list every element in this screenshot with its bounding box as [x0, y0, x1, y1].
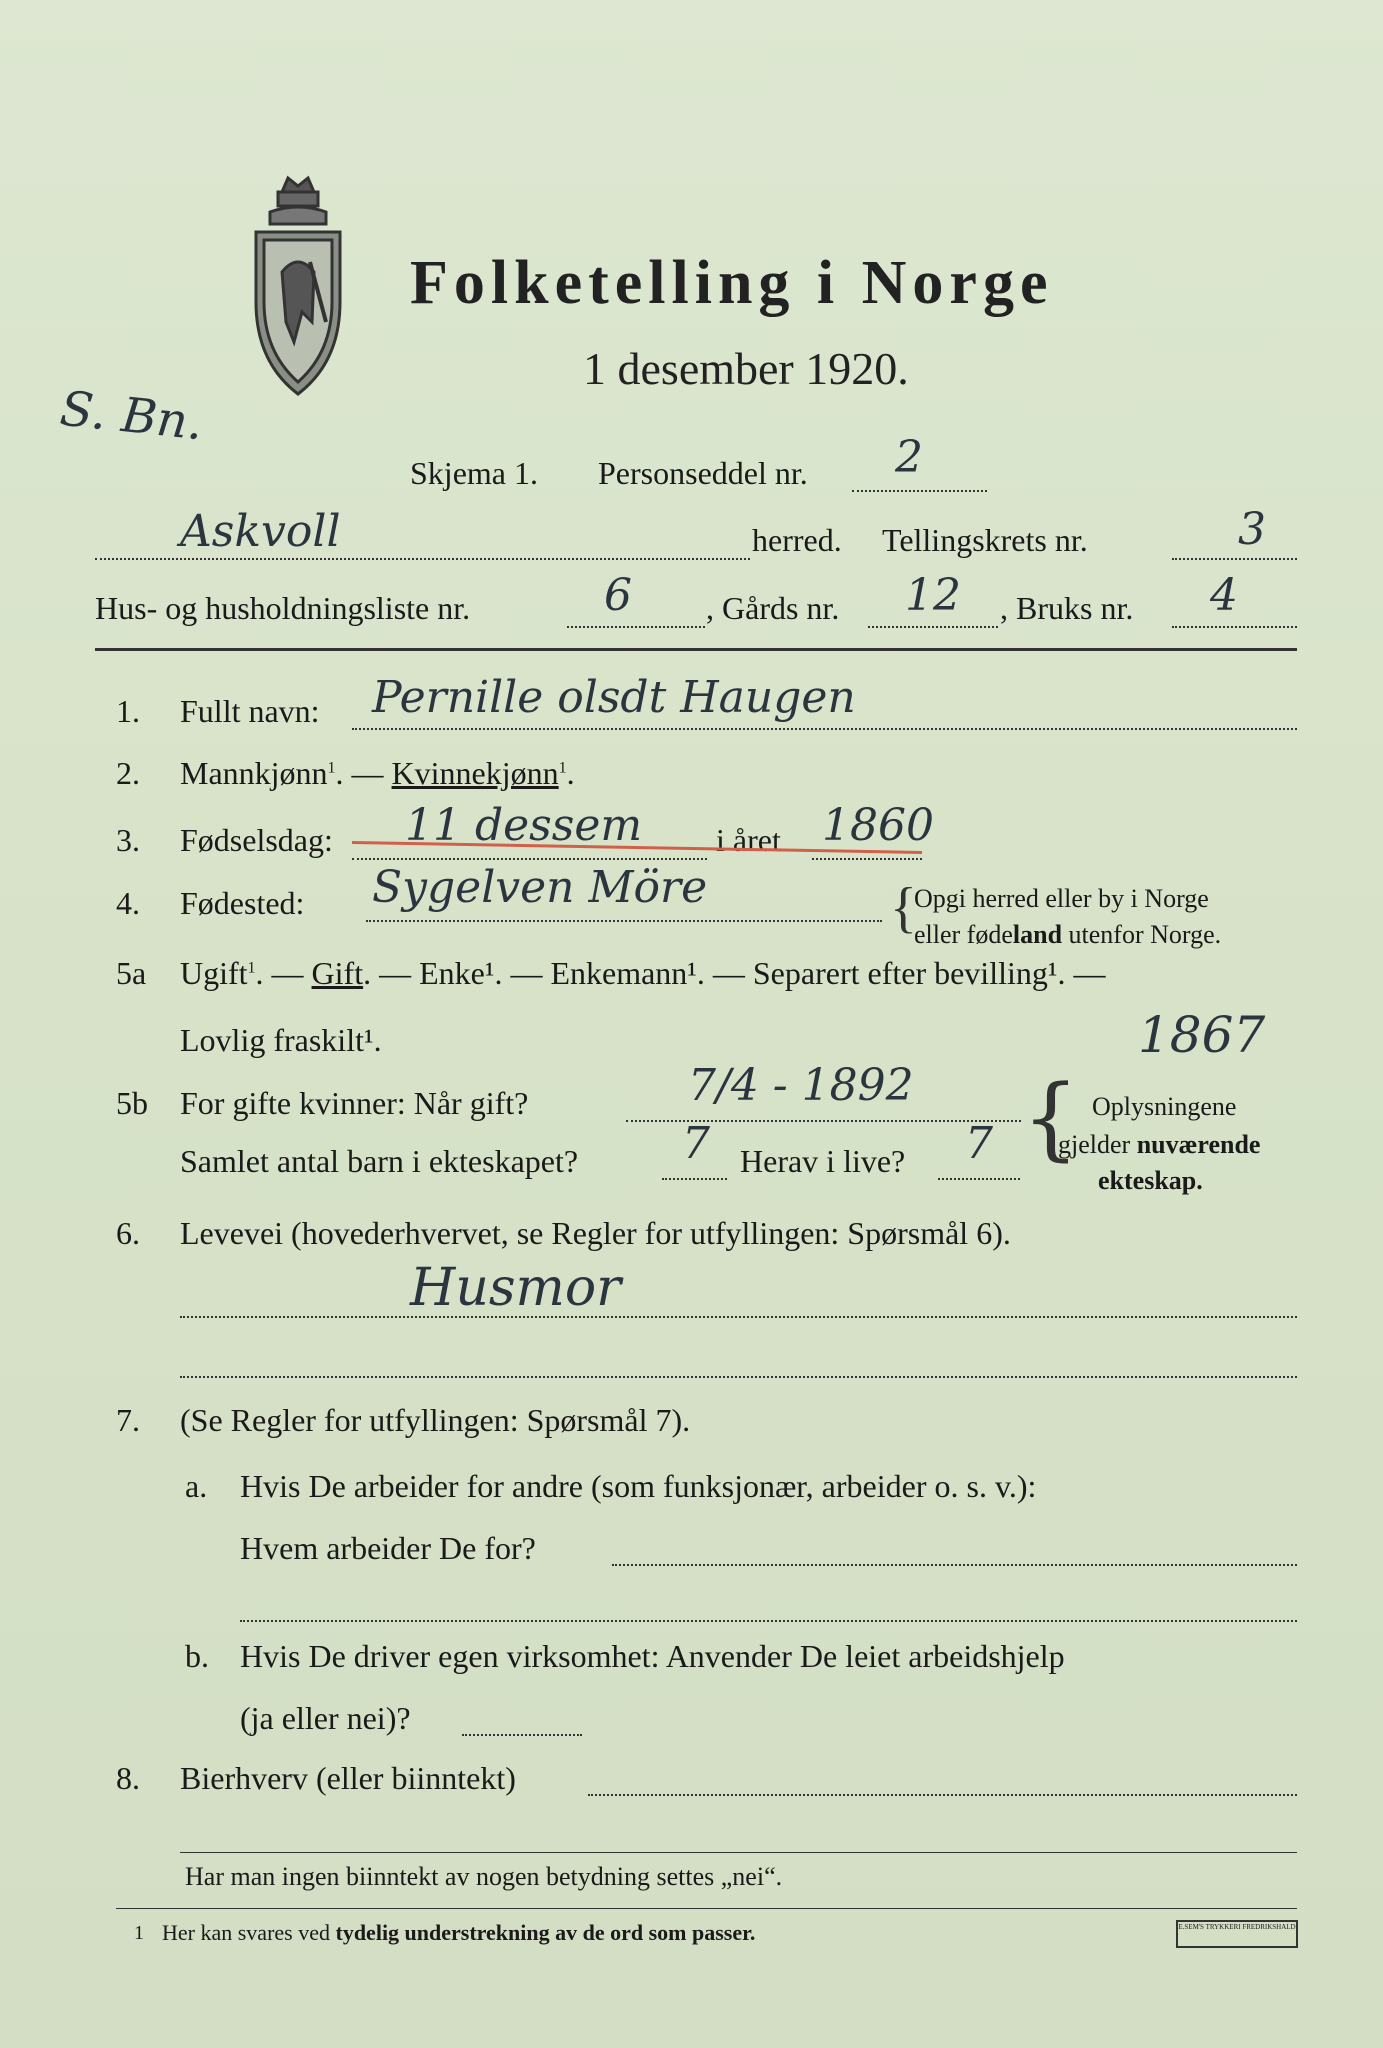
gards-label: , Gårds nr. — [706, 590, 840, 626]
q5b-children-line — [662, 1178, 727, 1180]
q5a-ugift-option[interactable]: Ugift — [180, 955, 248, 991]
q5a-gift-option[interactable]: Gift — [311, 955, 364, 991]
tellingskrets-line — [1172, 558, 1297, 560]
q8-line[interactable] — [588, 1794, 1297, 1796]
q3-line — [352, 858, 707, 860]
gards-value[interactable]: 12 — [905, 570, 961, 621]
q3-number: 3. — [116, 822, 140, 858]
q1-number: 1. — [116, 693, 140, 729]
q3-year-line — [812, 858, 922, 860]
q7a-line[interactable] — [612, 1564, 1297, 1566]
form-title: Folketelling i Norge — [410, 249, 1054, 317]
q8-label: Bierhverv (eller biinntekt) — [180, 1760, 516, 1796]
q5b-number: 5b — [116, 1085, 148, 1121]
personseddel-value[interactable]: 2 — [895, 432, 923, 483]
q6-number: 6. — [116, 1215, 140, 1251]
q6-line1 — [180, 1316, 1297, 1318]
q3-year-label: i året — [716, 822, 781, 858]
q5b-children-label: Samlet antal barn i ekteskapet? — [180, 1143, 579, 1179]
q5b-alive-label: Herav i live? — [740, 1143, 906, 1179]
q4-label: Fødested: — [180, 885, 305, 921]
q6-label: Levevei (hovederhvervet, se Regler for utfyllingen: Spørsmål 6). — [180, 1215, 1011, 1251]
footer-note: Har man ingen biinntekt av nogen betydning settes „nei“. — [185, 1862, 783, 1891]
q4-line — [366, 920, 882, 922]
q7b-label: Hvis De driver egen virksomhet: Anvender De leiet arbeidshjelp — [240, 1638, 1065, 1674]
coat-of-arms-icon — [242, 172, 354, 400]
personseddel-line — [852, 490, 987, 492]
q4-brace: { — [890, 877, 917, 939]
q7a-label: Hvis De arbeider for andre (som funksjonær, arbeider o. s. v.): — [240, 1468, 1037, 1504]
schema-label: Skjema 1. — [410, 455, 538, 491]
q5a-options: Ugift$^1$. — Gift. — Enke¹. — Enkemann¹. — Separert efter bevilling¹. — — [180, 955, 1106, 991]
footnote-text: Her kan svares ved tydelig understrekning av de ord som passer. — [162, 1920, 756, 1945]
header-rule — [95, 648, 1297, 651]
husliste-line — [567, 626, 705, 628]
q7b-line[interactable] — [462, 1734, 582, 1736]
q5b-note-line1: Oplysningene — [1092, 1092, 1237, 1121]
q5b-note-line2: gjelder nuværende — [1058, 1130, 1261, 1159]
q1-full-name-value[interactable]: Pernille olsdt Haugen — [372, 672, 856, 723]
q5b-married-value[interactable]: 7/4 - 1892 — [688, 1060, 914, 1111]
q2-mann-option[interactable]: Mannkjønn — [180, 755, 328, 791]
q5b-children-value[interactable]: 7 — [682, 1118, 710, 1169]
bruks-line — [1172, 626, 1297, 628]
q7a-number: a. — [185, 1468, 208, 1504]
q5b-brace: { — [1022, 1066, 1080, 1171]
footnote-number: 1 — [134, 1922, 144, 1944]
husliste-value[interactable]: 6 — [604, 570, 632, 621]
q5a-year-note: 1867 — [1138, 1006, 1266, 1064]
q3-year-value[interactable]: 1860 — [822, 800, 934, 851]
bruks-value[interactable]: 4 — [1210, 570, 1238, 621]
footer-rule — [180, 1852, 1297, 1853]
q5b-note-line3: ekteskap. — [1098, 1166, 1203, 1195]
q6-line2 — [180, 1376, 1297, 1378]
q7a-line2-label: Hvem arbeider De for? — [240, 1530, 536, 1566]
q8-number: 8. — [116, 1760, 140, 1796]
q5a-number: 5a — [116, 955, 147, 991]
q7-label: (Se Regler for utfyllingen: Spørsmål 7). — [180, 1402, 691, 1438]
herred-label: herred. — [752, 522, 842, 558]
herred-line — [95, 558, 750, 560]
herred-value[interactable]: Askvoll — [180, 506, 341, 557]
q5b-alive-line — [938, 1178, 1020, 1180]
q5a-line2: Lovlig fraskilt¹. — [180, 1022, 382, 1058]
tellingskrets-value[interactable]: 3 — [1238, 504, 1266, 555]
q6-occupation-value[interactable]: Husmor — [410, 1258, 621, 1318]
q1-label: Fullt navn: — [180, 693, 320, 729]
personseddel-label: Personseddel nr. — [598, 455, 808, 491]
tellingskrets-label: Tellingskrets nr. — [882, 522, 1088, 558]
q2-kvinne-option[interactable]: Kvinnekjønn — [391, 755, 559, 791]
q5b-alive-value[interactable]: 7 — [965, 1118, 993, 1169]
q1-line — [352, 728, 1297, 730]
q2-number: 2. — [116, 755, 140, 791]
q5b-label: For gifte kvinner: Når gift? — [180, 1085, 529, 1121]
census-date: 1 desember 1920. — [583, 343, 909, 394]
q7b-line2-label: (ja eller nei)? — [240, 1700, 411, 1736]
q4-note-line2: eller fødeland utenfor Norge. — [914, 920, 1222, 949]
margin-note: S. Bn. — [57, 380, 206, 452]
q7-number: 7. — [116, 1402, 140, 1438]
q3-label: Fødselsdag: — [180, 822, 333, 858]
printer-stamp: E.SEM'S TRYKKERI FREDRIKSHALD — [1176, 1920, 1298, 1948]
q2-options: Mannkjønn$^1$. — Kvinnekjønn$^1$. — [180, 755, 575, 791]
q7a-line2[interactable] — [240, 1620, 1297, 1622]
q4-number: 4. — [116, 885, 140, 921]
q4-birthplace-value[interactable]: Sygelven Möre — [372, 862, 708, 913]
gards-line — [868, 626, 998, 628]
bruks-label: , Bruks nr. — [1000, 590, 1134, 626]
q4-note-line1: Opgi herred eller by i Norge — [914, 884, 1209, 913]
q3-birthday-value[interactable]: 11 dessem — [405, 800, 643, 851]
q7b-number: b. — [185, 1638, 209, 1674]
footnote-rule — [116, 1908, 1297, 1909]
husliste-label: Hus- og husholdningsliste nr. — [95, 590, 471, 626]
